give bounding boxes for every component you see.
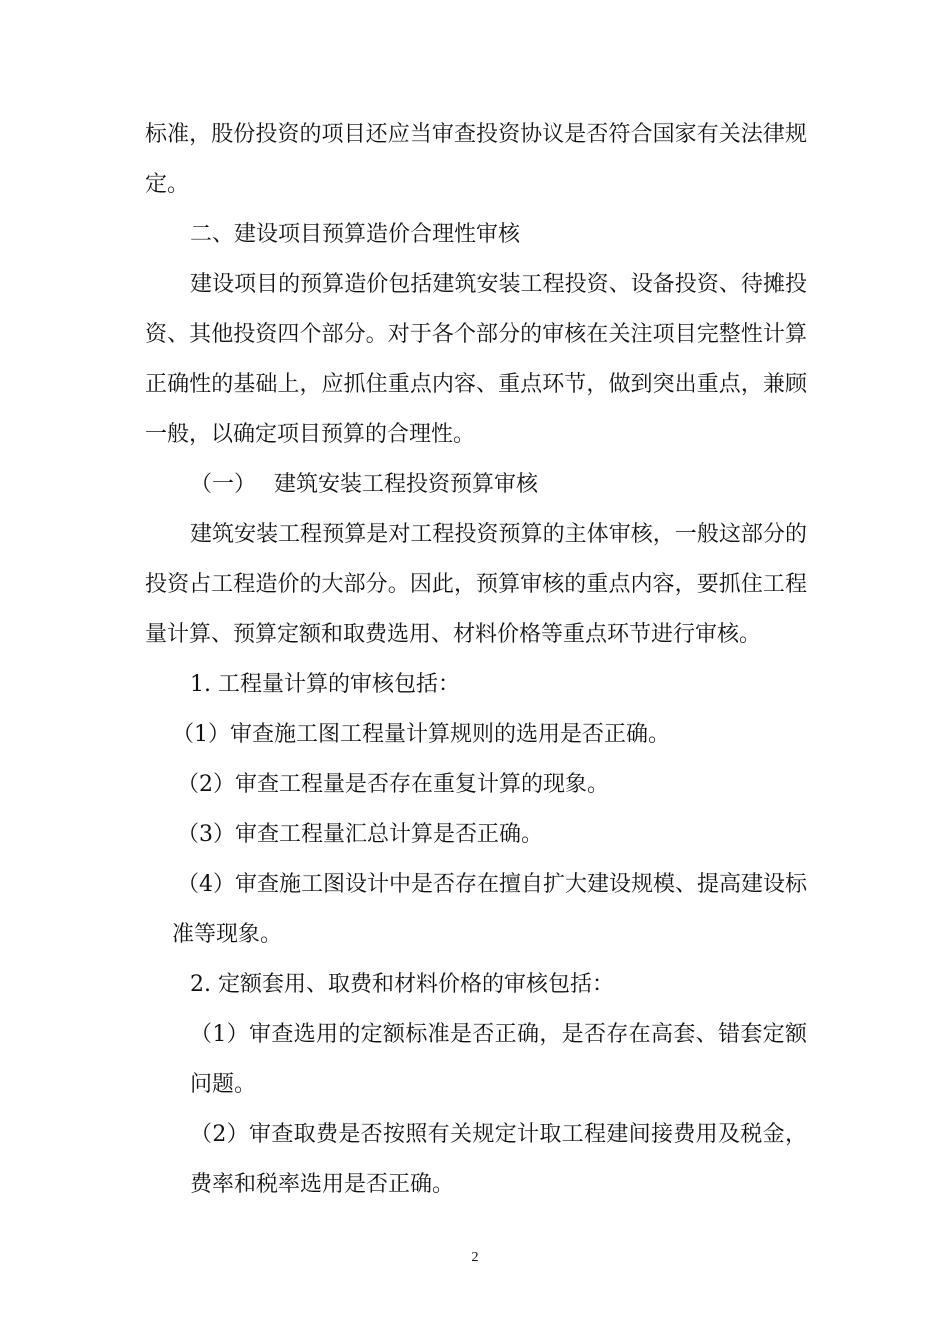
list-item: （3）审查工程量汇总计算是否正确。 bbox=[177, 822, 543, 847]
paragraph-line: 投资占工程造价的大部分。因此，预算审核的重点内容，要抓住工程 bbox=[145, 572, 807, 597]
list-item: （2）审查工程量是否存在重复计算的现象。 bbox=[177, 772, 609, 797]
paragraph-line: 标准，股份投资的项目还应当审查投资协议是否符合国家有关法律规 bbox=[145, 122, 807, 147]
list-item-continuation: 费率和税率选用是否正确。 bbox=[190, 1172, 455, 1197]
list-heading: 1. 工程量计算的审核包括： bbox=[190, 672, 460, 697]
subsection-heading: （一） 建筑安装工程投资预算审核 bbox=[190, 472, 538, 497]
list-item: （2）审查取费是否按照有关规定计取工程建间接费用及税金， bbox=[190, 1122, 807, 1147]
paragraph-line: 定。 bbox=[145, 172, 190, 197]
list-item-continuation: 问题。 bbox=[190, 1072, 257, 1097]
list-item: （4）审查施工图设计中是否存在擅自扩大建设规模、提高建设标 bbox=[177, 872, 807, 897]
list-item: （1）审查选用的定额标准是否正确，是否存在高套、错套定额 bbox=[190, 1022, 807, 1047]
paragraph-line: 量计算、预算定额和取费选用、材料价格等重点环节进行审核。 bbox=[145, 622, 762, 647]
paragraph-line: 建设项目的预算造价包括建筑安装工程投资、设备投资、待摊投 bbox=[190, 272, 807, 297]
paragraph-line: 一般，以确定项目预算的合理性。 bbox=[145, 422, 476, 447]
list-item: （1）审查施工图工程量计算规则的选用是否正确。 bbox=[172, 722, 670, 747]
list-heading: 2. 定额套用、取费和材料价格的审核包括： bbox=[190, 972, 614, 997]
paragraph-line: 正确性的基础上，应抓住重点内容、重点环节，做到突出重点，兼顾 bbox=[145, 372, 807, 397]
list-item-continuation: 准等现象。 bbox=[172, 922, 283, 947]
section-heading: 二、建设项目预算造价合理性审核 bbox=[190, 222, 521, 247]
paragraph-line: 建筑安装工程预算是对工程投资预算的主体审核，一般这部分的 bbox=[190, 522, 807, 547]
page-number: 2 bbox=[471, 1250, 479, 1265]
paragraph-line: 资、其他投资四个部分。对于各个部分的审核在关注项目完整性计算 bbox=[145, 322, 807, 347]
